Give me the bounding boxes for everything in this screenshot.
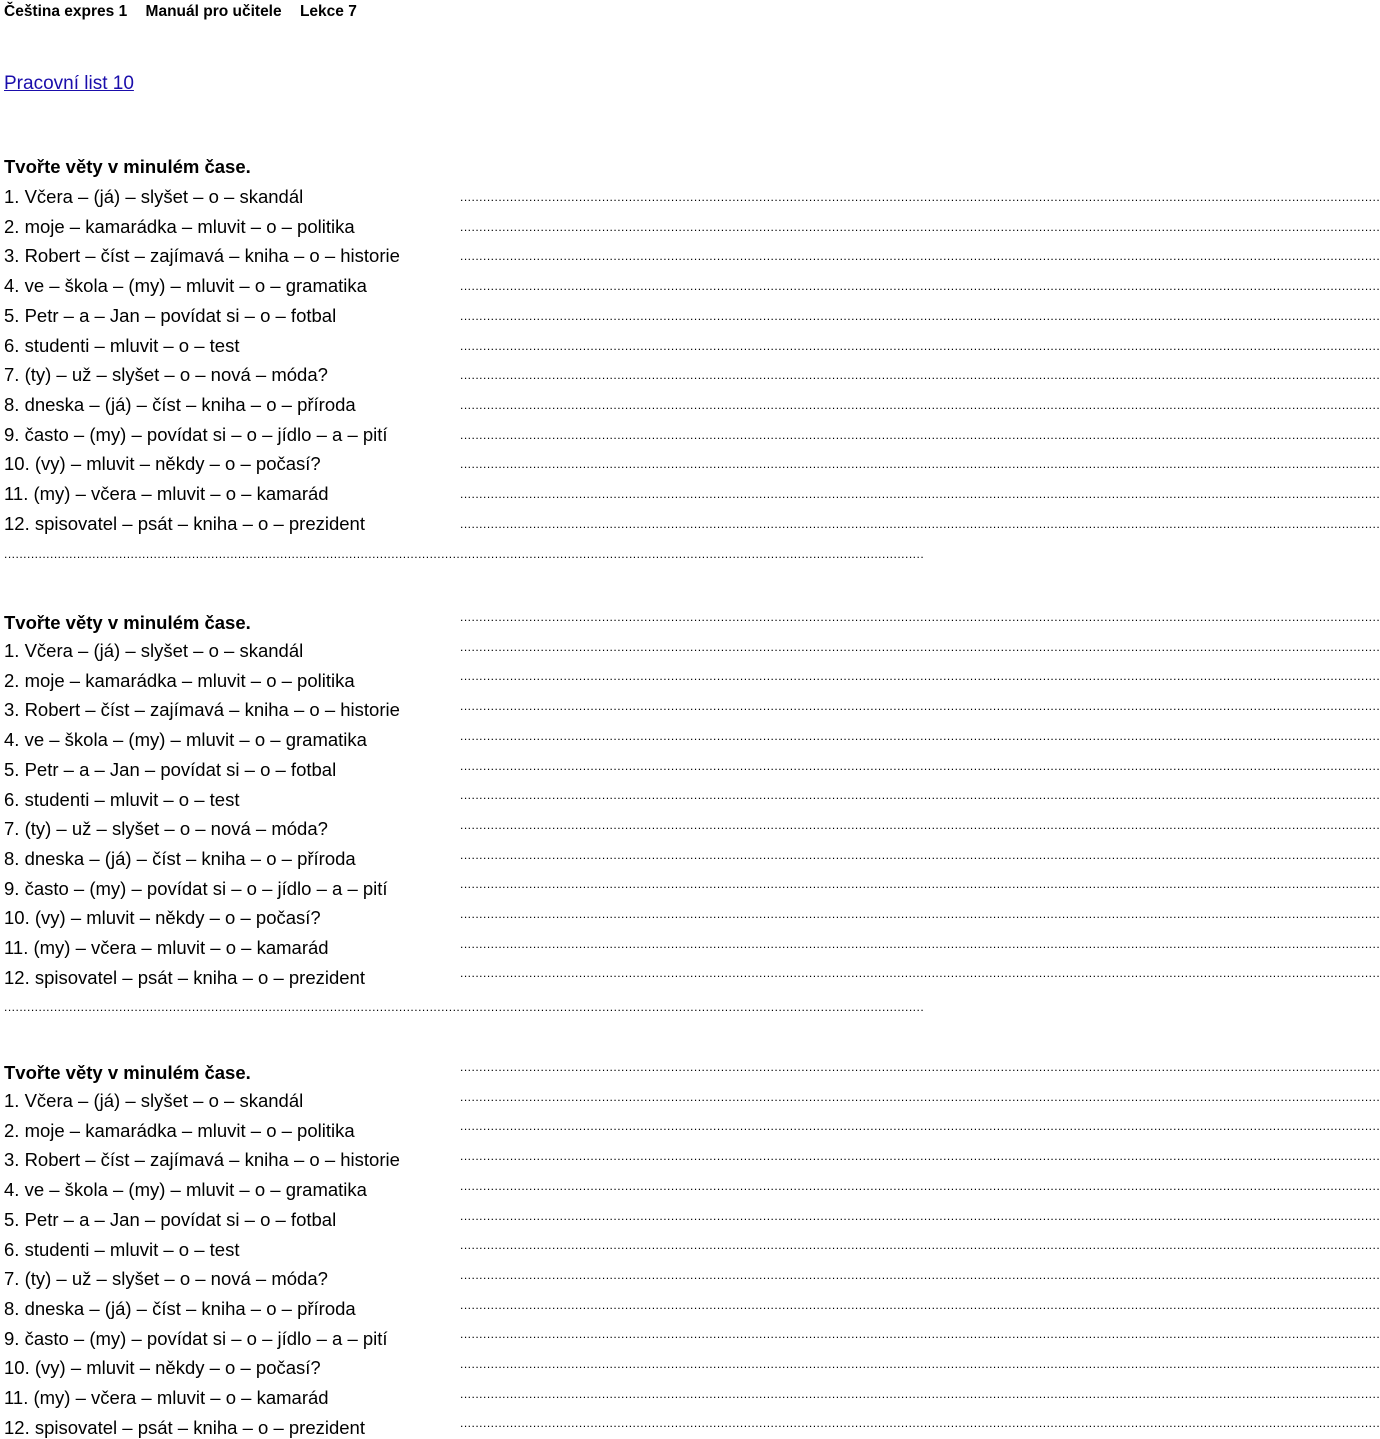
answer-line[interactable]: ................................................................................................................................................................................................................................................ [460,190,1380,204]
answer-line[interactable]: ................................................................................................................................................................................................................................................ [460,877,1380,892]
section-title: Tvořte věty v minulém čase. [4,156,251,177]
exercise-item: 8. dneska – (já) – číst – kniha – o – příroda [4,393,356,415]
answer-line[interactable]: ................................................................................................................................................................................................................................................ [460,1386,1380,1401]
answer-line-full[interactable]: ................................................................................................................................................................................................................................................ [4,1000,925,1014]
answer-line[interactable]: ................................................................................................................................................................................................................................................ [460,699,1380,714]
manual-name: Manuál pro učitele [145,3,282,20]
answer-line[interactable]: ................................................................................................................................................................................................................................................ [460,1119,1380,1134]
exercise-item: 3. Robert – číst – zajímavá – kniha – o – historie [4,245,400,267]
exercise-item: 8. dneska – (já) – číst – kniha – o – příroda [4,847,356,869]
answer-line[interactable]: ................................................................................................................................................................................................................................................ [460,368,1380,383]
answer-line[interactable]: ................................................................................................................................................................................................................................................ [460,397,1380,412]
exercise-item: 2. moje – kamarádka – mluvit – o – politika [4,1119,355,1141]
answer-line[interactable]: ................................................................................................................................................................................................................................................ [460,788,1380,803]
answer-line[interactable]: ................................................................................................................................................................................................................................................ [460,1416,1380,1431]
exercise-item: 5. Petr – a – Jan – povídat si – o – fotbal [4,304,337,326]
exercise-item: 2. moje – kamarádka – mluvit – o – politika [4,215,355,237]
lesson-name: Lekce 7 [299,3,357,20]
exercise-item: 3. Robert – číst – zajímavá – kniha – o – historie [4,1149,400,1171]
answer-line[interactable]: ................................................................................................................................................................................................................................................ [460,427,1380,442]
page-header [4,3,371,21]
exercise-item: 11. (my) – včera – mluvit – o – kamarád [4,483,329,504]
answer-line[interactable]: ................................................................................................................................................................................................................................................ [460,1327,1380,1342]
exercise-item: 12. spisovatel – psát – kniha – o – prezident [4,1416,365,1438]
answer-line[interactable]: ................................................................................................................................................................................................................................................ [460,728,1380,743]
exercise-item: 4. ve – škola – (my) – mluvit – o – gramatika [4,729,367,751]
exercise-item: 5. Petr – a – Jan – povídat si – o – fotbal [4,758,337,780]
answer-line[interactable]: ................................................................................................................................................................................................................................................ [460,1208,1380,1223]
answer-line[interactable]: ................................................................................................................................................................................................................................................ [460,1297,1380,1312]
answer-line[interactable]: ................................................................................................................................................................................................................................................ [460,1089,1380,1104]
answer-line[interactable]: ................................................................................................................................................................................................................................................ [460,249,1380,264]
answer-line[interactable]: ................................................................................................................................................................................................................................................ [460,936,1380,951]
exercise-item: 8. dneska – (já) – číst – kniha – o – příroda [4,1297,356,1319]
answer-line[interactable]: ................................................................................................................................................................................................................................................ [460,1060,1380,1074]
answer-line[interactable]: ................................................................................................................................................................................................................................................ [460,1357,1380,1371]
exercise-item: 11. (my) – včera – mluvit – o – kamarád [4,1387,329,1408]
exercise-item: 9. často – (my) – povídat si – o – jídlo – a – pití [4,423,388,445]
exercise-item: 7. (ty) – už – slyšet – o – nová – móda? [4,818,328,840]
answer-line[interactable]: ................................................................................................................................................................................................................................................ [460,817,1380,832]
exercise-item: 5. Petr – a – Jan – povídat si – o – fotbal [4,1208,337,1230]
answer-line[interactable]: ................................................................................................................................................................................................................................................ [460,1149,1380,1164]
answer-line[interactable]: ................................................................................................................................................................................................................................................ [460,847,1380,862]
exercise-item: 6. studenti – mluvit – o – test [4,334,240,356]
answer-line[interactable]: ................................................................................................................................................................................................................................................ [460,219,1380,234]
exercise-item: 12. spisovatel – psát – kniha – o – prezident [4,512,365,534]
exercise-item: 1. Včera – (já) – slyšet – o – skandál [4,1090,304,1111]
exercise-item: 12. spisovatel – psát – kniha – o – prezident [4,966,365,988]
exercise-item: 4. ve – škola – (my) – mluvit – o – gramatika [4,1179,367,1201]
answer-line[interactable]: ................................................................................................................................................................................................................................................ [460,758,1380,773]
exercise-item: 1. Včera – (já) – slyšet – o – skandál [4,186,304,207]
exercise-item: 10. (vy) – mluvit – někdy – o – počasí? [4,907,321,929]
exercise-item: 9. často – (my) – povídat si – o – jídlo – a – pití [4,1327,388,1349]
section-title: Tvořte věty v minulém čase. [4,612,251,633]
answer-line[interactable]: ................................................................................................................................................................................................................................................ [460,966,1380,981]
answer-line[interactable]: ................................................................................................................................................................................................................................................ [460,639,1380,654]
exercise-item: 7. (ty) – už – slyšet – o – nová – móda? [4,364,328,386]
answer-line[interactable]: ................................................................................................................................................................................................................................................ [460,1238,1380,1253]
answer-line[interactable]: ................................................................................................................................................................................................................................................ [460,610,1380,624]
answer-line[interactable]: ................................................................................................................................................................................................................................................ [460,308,1380,323]
exercise-item: 7. (ty) – už – slyšet – o – nová – móda? [4,1268,328,1290]
answer-line[interactable]: ................................................................................................................................................................................................................................................ [460,457,1380,472]
answer-line[interactable]: ................................................................................................................................................................................................................................................ [460,1267,1380,1282]
exercise-item: 9. často – (my) – povídat si – o – jídlo – a – pití [4,877,388,899]
answer-line[interactable]: ................................................................................................................................................................................................................................................ [460,516,1380,531]
answer-line[interactable]: ................................................................................................................................................................................................................................................ [460,338,1380,353]
section-title: Tvořte věty v minulém čase. [4,1062,251,1083]
answer-line-full[interactable]: ................................................................................................................................................................................................................................................ [4,547,925,561]
exercise-item: 11. (my) – včera – mluvit – o – kamarád [4,937,329,958]
exercise-item: 10. (vy) – mluvit – někdy – o – počasí? [4,453,321,475]
answer-line[interactable]: ................................................................................................................................................................................................................................................ [460,907,1380,921]
exercise-item: 1. Včera – (já) – slyšet – o – skandál [4,640,304,661]
exercise-item: 4. ve – škola – (my) – mluvit – o – gramatika [4,275,367,297]
exercise-item: 10. (vy) – mluvit – někdy – o – počasí? [4,1357,321,1379]
worksheet-link[interactable]: Pracovní list 10 [4,73,134,94]
answer-line[interactable]: ................................................................................................................................................................................................................................................ [460,279,1380,294]
answer-line[interactable]: ................................................................................................................................................................................................................................................ [460,1178,1380,1193]
answer-line[interactable]: ................................................................................................................................................................................................................................................ [460,487,1380,501]
exercise-item: 6. studenti – mluvit – o – test [4,788,240,810]
exercise-item: 6. studenti – mluvit – o – test [4,1238,240,1260]
exercise-item: 2. moje – kamarádka – mluvit – o – politika [4,669,355,691]
course-name: Čeština expres 1 [4,3,128,20]
answer-line[interactable]: ................................................................................................................................................................................................................................................ [460,669,1380,684]
exercise-item: 3. Robert – číst – zajímavá – kniha – o – historie [4,699,400,721]
